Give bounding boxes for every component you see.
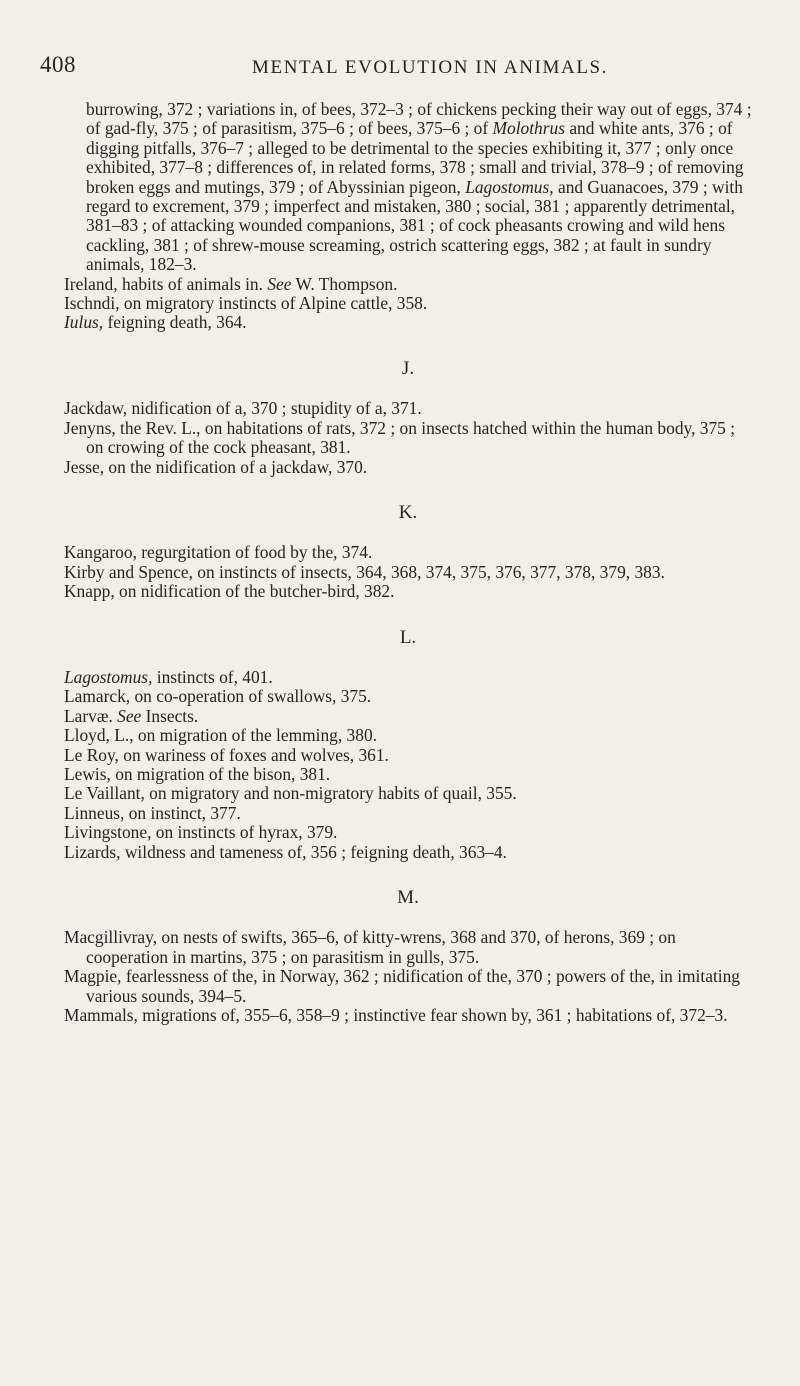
index-entry-lagostomus: Lagostomus, instincts of, 401. [64, 666, 273, 687]
index-entry-ischndi: Ischndi, on migratory instincts of Alpine cattle, 358. [64, 293, 428, 314]
index-entry-larvae: Larvæ. See Insects. [64, 705, 199, 726]
index-entry-kirby: Kirby and Spence, on instincts of insects, 364, 368, 374, 375, 376, 377, 378, 379, 383. [64, 561, 665, 582]
index-entry-knapp: Knapp, on nidification of the butcher-bird, 382. [64, 581, 395, 602]
index-entry-le-vaillant: Le Vaillant, on migratory and non-migratory habits of quail, 355. [64, 783, 517, 804]
section-heading-l: L. [399, 626, 417, 648]
index-entry-lewis: Lewis, on migration of the bison, 381. [64, 763, 331, 784]
index-entry-ireland: Ireland, habits of animals in. See W. Thompson. [64, 273, 398, 294]
page-header [40, 52, 780, 88]
section-heading-j: J. [401, 357, 415, 379]
index-entry-magpie: Magpie, fearlessness of the, in Norway, 362 ; nidification of the, 370 ; powers of the, in imitating various sounds, 394–5. [64, 966, 740, 1006]
page-number: 408 [40, 52, 76, 77]
index-entry-lloyd: Lloyd, L., on migration of the lemming, 380. [64, 725, 377, 746]
index-entry-mammals: Mammals, migrations of, 355–6, 358–9 ; instinctive fear shown by, 361 ; habitations of, 372–3. [64, 1005, 728, 1026]
index-entry-le-roy: Le Roy, on wariness of foxes and wolves, 361. [64, 744, 389, 765]
index-body [64, 100, 752, 1025]
index-entry-livingstone: Livingstone, on instincts of hyrax, 379. [64, 822, 338, 843]
index-entry-iulus: Iulus, feigning death, 364. [64, 312, 247, 333]
section-heading-k: K. [398, 501, 418, 523]
index-entry-lizards: Lizards, wildness and tameness of, 356 ; feigning death, 363–4. [64, 841, 507, 862]
index-entry-jenyns: Jenyns, the Rev. L., on habitations of rats, 372 ; on insects hatched within the human body, 375 ; on crowing of the cock pheasant, 381. [64, 417, 736, 458]
index-entry-linneus: Linneus, on instinct, 377. [64, 802, 241, 823]
index-entry-jesse: Jesse, on the nidification of a jackdaw, 370. [64, 456, 368, 477]
index-entry-jackdaw: Jackdaw, nidification of a, 370 ; stupidity of a, 371. [64, 398, 422, 419]
index-entry-macgillivray: Macgillivray, on nests of swifts, 365–6, of kitty-wrens, 368 and 370, of herons, 369 ; on cooperation in martins, 375 ; on parasitism in gulls, 375. [64, 927, 676, 967]
index-entry-continuation: burrowing, 372 ; variations in, of bees, 372–3 ; of chickens pecking their way out of eggs, 374 ; of gad-fly, 375 ; of parasitism, 375–6 ; of bees, 375–6 ; of Molothrus and white ants, 376 ; of digging pitfalls, 376–7 ; alleged to be detrimental to the species exhibiting it, 377 ; only once exhibited, 377–8 ; differences of, in related forms, 378 ; small and trivial, 378–9 ; of removing broken eggs and mutings, 379 ; of Abyssinian pigeon, Lagostomus, and Guanacoes, 379 ; with regard to excrement, 379 ; imperfect and mistaken, 380 ; social, 381 ; apparently detrimental, 381–83 ; of attacking wounded companions, 381 ; of cock pheasants crowing and wild hens cackling, 381 ; of shrew-mouse screaming, ostrich scattering eggs, 382 ; at fault in sundry animals, 182–3. [86, 99, 752, 275]
index-entry-kangaroo: Kangaroo, regurgitation of food by the, 374. [64, 542, 373, 563]
running-title: MENTAL EVOLUTION IN ANIMALS. [252, 57, 609, 78]
index-entry-lamarck: Lamarck, on co-operation of swallows, 375. [64, 686, 372, 707]
section-heading-m: M. [397, 887, 419, 908]
